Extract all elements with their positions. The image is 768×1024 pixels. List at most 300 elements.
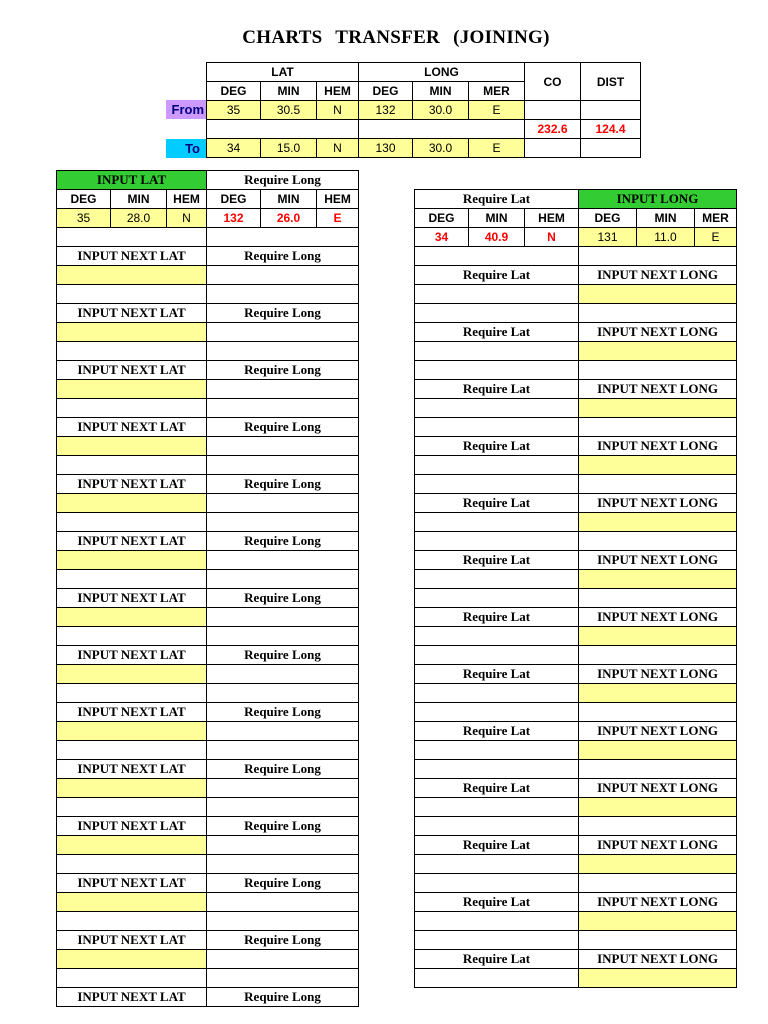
next-lat-input[interactable] xyxy=(57,437,207,456)
input-next-long-label: INPUT NEXT LONG xyxy=(579,722,737,741)
left-blank-cell xyxy=(207,342,359,361)
right-next-row xyxy=(415,665,737,684)
long-output xyxy=(207,950,359,969)
require-lat-label: Require Lat xyxy=(415,380,579,399)
right-next-row xyxy=(415,380,737,399)
right-blank-row xyxy=(415,361,737,380)
left-blank-cell xyxy=(57,570,207,589)
right-blank-row xyxy=(415,418,737,437)
input-long-header: INPUT LONG xyxy=(579,190,737,209)
page-title: CHARTS TRANSFER (JOINING) xyxy=(242,27,550,48)
left-blank-cell xyxy=(207,570,359,589)
lat-output xyxy=(415,684,579,703)
right-blank-cell xyxy=(579,646,737,665)
next-lat-input[interactable] xyxy=(57,266,207,285)
input-next-long-label: INPUT NEXT LONG xyxy=(579,608,737,627)
left-blank-cell xyxy=(57,228,207,247)
long-output xyxy=(207,266,359,285)
right-blank-cell xyxy=(415,418,579,437)
left-input-row xyxy=(57,665,359,684)
dist-header: DIST xyxy=(581,63,641,101)
col-long-deg: DEG xyxy=(359,82,413,101)
next-long-input[interactable] xyxy=(579,456,737,475)
left-blank-cell xyxy=(207,741,359,760)
right-input-row xyxy=(415,912,737,931)
next-long-input[interactable] xyxy=(579,342,737,361)
right-long-min[interactable]: 11.0 xyxy=(637,228,695,247)
left-blank-cell xyxy=(207,456,359,475)
left-next-row xyxy=(57,760,359,779)
input-next-long-label: INPUT NEXT LONG xyxy=(579,494,737,513)
require-lat-label: Require Lat xyxy=(415,836,579,855)
from-lat-min[interactable]: 30.5 xyxy=(261,101,317,120)
require-long-label: Require Long xyxy=(207,988,359,1007)
right-next-row xyxy=(415,722,737,741)
long-header: LONG xyxy=(359,63,525,82)
right-input-row xyxy=(415,456,737,475)
next-lat-input[interactable] xyxy=(57,665,207,684)
require-long-label: Require Long xyxy=(207,475,359,494)
right-input-row xyxy=(415,570,737,589)
left-next-row xyxy=(57,247,359,266)
left-blank-row xyxy=(57,399,359,418)
input-next-lat-label: INPUT NEXT LAT xyxy=(57,475,207,494)
dist-blank-2 xyxy=(581,139,641,158)
left-blank-cell xyxy=(207,912,359,931)
left-blank-row xyxy=(57,513,359,532)
right-next-row xyxy=(415,266,737,285)
require-lat-label: Require Lat xyxy=(415,608,579,627)
require-long-label: Require Long xyxy=(207,760,359,779)
right-blank-row xyxy=(415,475,737,494)
lat-output xyxy=(415,342,579,361)
right-input-row xyxy=(415,969,737,988)
right-blank-row xyxy=(415,589,737,608)
long-output xyxy=(207,893,359,912)
long-output xyxy=(207,551,359,570)
left-input-row xyxy=(57,494,359,513)
next-long-input[interactable] xyxy=(579,684,737,703)
lat-output xyxy=(415,570,579,589)
dist-value: 124.4 xyxy=(581,120,641,139)
left-input-row xyxy=(57,950,359,969)
right-blank-cell xyxy=(415,247,579,266)
left-blank-cell xyxy=(207,855,359,874)
left-lat-hem[interactable]: N xyxy=(167,209,207,228)
to-long-deg[interactable]: 130 xyxy=(359,139,413,158)
lat-header: LAT xyxy=(207,63,359,82)
left-blank-cell xyxy=(57,855,207,874)
lat-output xyxy=(415,513,579,532)
left-blank-cell xyxy=(207,798,359,817)
right-col-long-mer: MER xyxy=(695,209,737,228)
input-next-lat-label: INPUT NEXT LAT xyxy=(57,418,207,437)
right-blank-cell xyxy=(579,247,737,266)
right-blank-cell xyxy=(579,304,737,323)
left-blank-cell xyxy=(57,285,207,304)
next-long-input[interactable] xyxy=(579,285,737,304)
left-input-row xyxy=(57,722,359,741)
right-table xyxy=(414,189,737,988)
right-blank-cell xyxy=(579,418,737,437)
right-next-row xyxy=(415,608,737,627)
lat-output xyxy=(415,741,579,760)
right-blank-row xyxy=(415,931,737,950)
left-blank-cell xyxy=(57,342,207,361)
require-lat-label: Require Lat xyxy=(415,779,579,798)
require-long-label: Require Long xyxy=(207,247,359,266)
left-blank-cell xyxy=(57,798,207,817)
long-output xyxy=(207,494,359,513)
right-blank-row xyxy=(415,703,737,722)
input-next-lat-label: INPUT NEXT LAT xyxy=(57,646,207,665)
right-input-row xyxy=(415,741,737,760)
left-blank-cell xyxy=(57,969,207,988)
left-blank-row xyxy=(57,969,359,988)
left-next-row xyxy=(57,988,359,1007)
input-next-long-label: INPUT NEXT LONG xyxy=(579,950,737,969)
next-long-input[interactable] xyxy=(579,855,737,874)
left-blank-row xyxy=(57,570,359,589)
lat-output xyxy=(415,399,579,418)
input-next-lat-label: INPUT NEXT LAT xyxy=(57,304,207,323)
co-header: CO xyxy=(525,63,581,101)
left-blank-row xyxy=(57,684,359,703)
left-next-row xyxy=(57,361,359,380)
next-lat-input[interactable] xyxy=(57,836,207,855)
input-next-long-label: INPUT NEXT LONG xyxy=(579,893,737,912)
right-blank-cell xyxy=(415,703,579,722)
require-lat-label: Require Lat xyxy=(415,893,579,912)
long-output xyxy=(207,836,359,855)
right-input-row xyxy=(415,798,737,817)
require-long-label: Require Long xyxy=(207,874,359,893)
right-blank-row xyxy=(415,817,737,836)
lat-output xyxy=(415,285,579,304)
next-lat-input[interactable] xyxy=(57,779,207,798)
col-lat-deg: DEG xyxy=(207,82,261,101)
input-next-lat-label: INPUT NEXT LAT xyxy=(57,589,207,608)
right-blank-row xyxy=(415,760,737,779)
long-output xyxy=(207,722,359,741)
right-blank-row xyxy=(415,304,737,323)
input-next-long-label: INPUT NEXT LONG xyxy=(579,665,737,684)
left-blank-cell xyxy=(207,228,359,247)
left-input-row xyxy=(57,608,359,627)
require-lat-label: Require Lat xyxy=(415,950,579,969)
left-blank-cell xyxy=(57,399,207,418)
col-long-min: MIN xyxy=(413,82,469,101)
right-blank-cell xyxy=(415,589,579,608)
left-next-row xyxy=(57,418,359,437)
require-long-label: Require Long xyxy=(207,589,359,608)
left-blank-cell xyxy=(207,399,359,418)
right-next-row xyxy=(415,950,737,969)
left-input-row xyxy=(57,266,359,285)
to-long-min[interactable]: 30.0 xyxy=(413,139,469,158)
left-next-row xyxy=(57,703,359,722)
right-blank-cell xyxy=(415,304,579,323)
left-next-row xyxy=(57,304,359,323)
right-blank-cell xyxy=(415,475,579,494)
input-next-long-label: INPUT NEXT LONG xyxy=(579,266,737,285)
spacer-lat xyxy=(207,120,359,139)
next-lat-input[interactable] xyxy=(57,950,207,969)
right-blank-cell xyxy=(579,931,737,950)
next-long-input[interactable] xyxy=(579,741,737,760)
long-output xyxy=(207,323,359,342)
left-input-row xyxy=(57,551,359,570)
left-input-row xyxy=(57,836,359,855)
right-blank-cell xyxy=(415,931,579,950)
left-blank-cell xyxy=(207,969,359,988)
lat-output xyxy=(415,627,579,646)
require-lat-label: Require Lat xyxy=(415,665,579,684)
left-col-hem: HEM xyxy=(167,190,207,209)
right-input-row xyxy=(415,285,737,304)
left-blank-cell xyxy=(207,285,359,304)
right-input-row xyxy=(415,855,737,874)
next-lat-input[interactable] xyxy=(57,323,207,342)
col-long-mer: MER xyxy=(469,82,525,101)
left-blank-cell xyxy=(57,684,207,703)
input-next-long-label: INPUT NEXT LONG xyxy=(579,779,737,798)
right-input-row xyxy=(415,627,737,646)
lat-output xyxy=(415,969,579,988)
next-lat-input[interactable] xyxy=(57,722,207,741)
long-output xyxy=(207,665,359,684)
right-blank-cell xyxy=(579,874,737,893)
co-blank xyxy=(525,101,581,120)
left-input-row xyxy=(57,893,359,912)
summary-table xyxy=(206,62,641,158)
right-input-row xyxy=(415,342,737,361)
require-lat-label: Require Lat xyxy=(415,722,579,741)
next-long-input[interactable] xyxy=(579,969,737,988)
next-lat-input[interactable] xyxy=(57,380,207,399)
left-blank-cell xyxy=(207,513,359,532)
require-long-header: Require Long xyxy=(207,171,359,190)
left-input-row xyxy=(57,437,359,456)
right-col-min: MIN xyxy=(469,209,525,228)
spacer-long xyxy=(359,120,525,139)
left-long-min: 26.0 xyxy=(261,209,317,228)
left-blank-cell xyxy=(207,627,359,646)
require-long-label: Require Long xyxy=(207,646,359,665)
co-value: 232.6 xyxy=(525,120,581,139)
right-blank-cell xyxy=(415,646,579,665)
left-next-row xyxy=(57,532,359,551)
left-blank-row xyxy=(57,912,359,931)
input-next-long-label: INPUT NEXT LONG xyxy=(579,437,737,456)
right-next-row xyxy=(415,893,737,912)
left-blank-row xyxy=(57,228,359,247)
next-lat-input[interactable] xyxy=(57,608,207,627)
require-long-label: Require Long xyxy=(207,361,359,380)
require-long-label: Require Long xyxy=(207,931,359,950)
right-blank-cell xyxy=(579,475,737,494)
right-next-row xyxy=(415,494,737,513)
input-next-lat-label: INPUT NEXT LAT xyxy=(57,874,207,893)
require-long-label: Require Long xyxy=(207,304,359,323)
right-blank-cell xyxy=(415,817,579,836)
left-blank-row xyxy=(57,342,359,361)
to-label: To xyxy=(166,139,206,158)
left-next-row xyxy=(57,589,359,608)
right-long-deg[interactable]: 131 xyxy=(579,228,637,247)
right-next-row xyxy=(415,323,737,342)
left-next-row xyxy=(57,817,359,836)
require-lat-label: Require Lat xyxy=(415,266,579,285)
right-blank-cell xyxy=(415,874,579,893)
right-blank-cell xyxy=(579,361,737,380)
lat-output xyxy=(415,855,579,874)
left-next-row xyxy=(57,646,359,665)
input-next-long-label: INPUT NEXT LONG xyxy=(579,380,737,399)
next-long-input[interactable] xyxy=(579,912,737,931)
left-long-deg: 132 xyxy=(207,209,261,228)
lat-output xyxy=(415,912,579,931)
input-next-long-label: INPUT NEXT LONG xyxy=(579,836,737,855)
right-col-long-deg: DEG xyxy=(579,209,637,228)
left-lat-deg[interactable]: 35 xyxy=(57,209,111,228)
right-col-hem: HEM xyxy=(525,209,579,228)
col-lat-hem: HEM xyxy=(317,82,359,101)
left-col-long-hem: HEM xyxy=(317,190,359,209)
left-blank-cell xyxy=(207,684,359,703)
left-blank-cell xyxy=(57,741,207,760)
right-col-long-min: MIN xyxy=(637,209,695,228)
to-lat-deg[interactable]: 34 xyxy=(207,139,261,158)
right-col-deg: DEG xyxy=(415,209,469,228)
from-long-min[interactable]: 30.0 xyxy=(413,101,469,120)
right-blank-row xyxy=(415,874,737,893)
right-next-row xyxy=(415,551,737,570)
require-lat-label: Require Lat xyxy=(415,551,579,570)
right-blank-cell xyxy=(415,532,579,551)
dist-blank xyxy=(581,101,641,120)
right-blank-row xyxy=(415,646,737,665)
right-input-row xyxy=(415,399,737,418)
right-blank-cell xyxy=(415,760,579,779)
left-long-hem: E xyxy=(317,209,359,228)
input-next-lat-label: INPUT NEXT LAT xyxy=(57,931,207,950)
next-long-input[interactable] xyxy=(579,627,737,646)
left-input-row xyxy=(57,380,359,399)
next-long-input[interactable] xyxy=(579,798,737,817)
input-lat-header: INPUT LAT xyxy=(57,171,207,190)
from-lat-deg[interactable]: 35 xyxy=(207,101,261,120)
require-lat-label: Require Lat xyxy=(415,494,579,513)
right-lat-hem: N xyxy=(525,228,579,247)
left-col-long-min: MIN xyxy=(261,190,317,209)
next-long-input[interactable] xyxy=(579,570,737,589)
right-blank-cell xyxy=(415,361,579,380)
left-input-row xyxy=(57,323,359,342)
input-next-lat-label: INPUT NEXT LAT xyxy=(57,703,207,722)
require-long-label: Require Long xyxy=(207,817,359,836)
right-next-row xyxy=(415,836,737,855)
input-next-lat-label: INPUT NEXT LAT xyxy=(57,817,207,836)
left-blank-row xyxy=(57,456,359,475)
right-blank-row xyxy=(415,532,737,551)
next-long-input[interactable] xyxy=(579,513,737,532)
right-lat-min: 40.9 xyxy=(469,228,525,247)
right-long-mer[interactable]: E xyxy=(695,228,737,247)
from-lat-hem[interactable]: N xyxy=(317,101,359,120)
input-next-lat-label: INPUT NEXT LAT xyxy=(57,760,207,779)
from-long-deg[interactable]: 132 xyxy=(359,101,413,120)
left-blank-cell xyxy=(57,456,207,475)
left-input-row xyxy=(57,779,359,798)
input-next-long-label: INPUT NEXT LONG xyxy=(579,551,737,570)
co-blank-2 xyxy=(525,139,581,158)
to-long-mer[interactable]: E xyxy=(469,139,525,158)
left-blank-row xyxy=(57,627,359,646)
right-input-row xyxy=(415,513,737,532)
right-blank-cell xyxy=(579,703,737,722)
input-next-lat-label: INPUT NEXT LAT xyxy=(57,532,207,551)
left-next-row xyxy=(57,874,359,893)
right-blank-row xyxy=(415,247,737,266)
input-next-lat-label: INPUT NEXT LAT xyxy=(57,361,207,380)
require-lat-header: Require Lat xyxy=(415,190,579,209)
left-col-long-deg: DEG xyxy=(207,190,261,209)
left-blank-row xyxy=(57,741,359,760)
to-lat-hem[interactable]: N xyxy=(317,139,359,158)
right-input-row xyxy=(415,684,737,703)
right-blank-cell xyxy=(579,760,737,779)
lat-output xyxy=(415,456,579,475)
long-output xyxy=(207,437,359,456)
next-lat-input[interactable] xyxy=(57,551,207,570)
next-long-input[interactable] xyxy=(579,399,737,418)
left-blank-cell xyxy=(57,513,207,532)
right-next-row xyxy=(415,779,737,798)
next-lat-input[interactable] xyxy=(57,494,207,513)
left-next-row xyxy=(57,931,359,950)
left-next-row xyxy=(57,475,359,494)
right-blank-cell xyxy=(579,532,737,551)
long-output xyxy=(207,608,359,627)
from-long-mer[interactable]: E xyxy=(469,101,525,120)
input-next-lat-label: INPUT NEXT LAT xyxy=(57,247,207,266)
left-blank-row xyxy=(57,798,359,817)
left-blank-row xyxy=(57,285,359,304)
require-long-label: Require Long xyxy=(207,532,359,551)
input-next-lat-label: INPUT NEXT LAT xyxy=(57,988,207,1007)
left-blank-cell xyxy=(57,627,207,646)
left-lat-min[interactable]: 28.0 xyxy=(111,209,167,228)
next-lat-input[interactable] xyxy=(57,893,207,912)
right-next-row xyxy=(415,437,737,456)
from-label: From xyxy=(166,100,206,119)
long-output xyxy=(207,380,359,399)
long-output xyxy=(207,779,359,798)
require-long-label: Require Long xyxy=(207,418,359,437)
right-blank-cell xyxy=(579,589,737,608)
right-blank-cell xyxy=(579,817,737,836)
left-blank-row xyxy=(57,855,359,874)
col-lat-min: MIN xyxy=(261,82,317,101)
lat-output xyxy=(415,798,579,817)
require-lat-label: Require Lat xyxy=(415,323,579,342)
left-col-deg: DEG xyxy=(57,190,111,209)
left-table xyxy=(56,170,359,1007)
require-lat-label: Require Lat xyxy=(415,437,579,456)
to-lat-min[interactable]: 15.0 xyxy=(261,139,317,158)
left-blank-cell xyxy=(57,912,207,931)
